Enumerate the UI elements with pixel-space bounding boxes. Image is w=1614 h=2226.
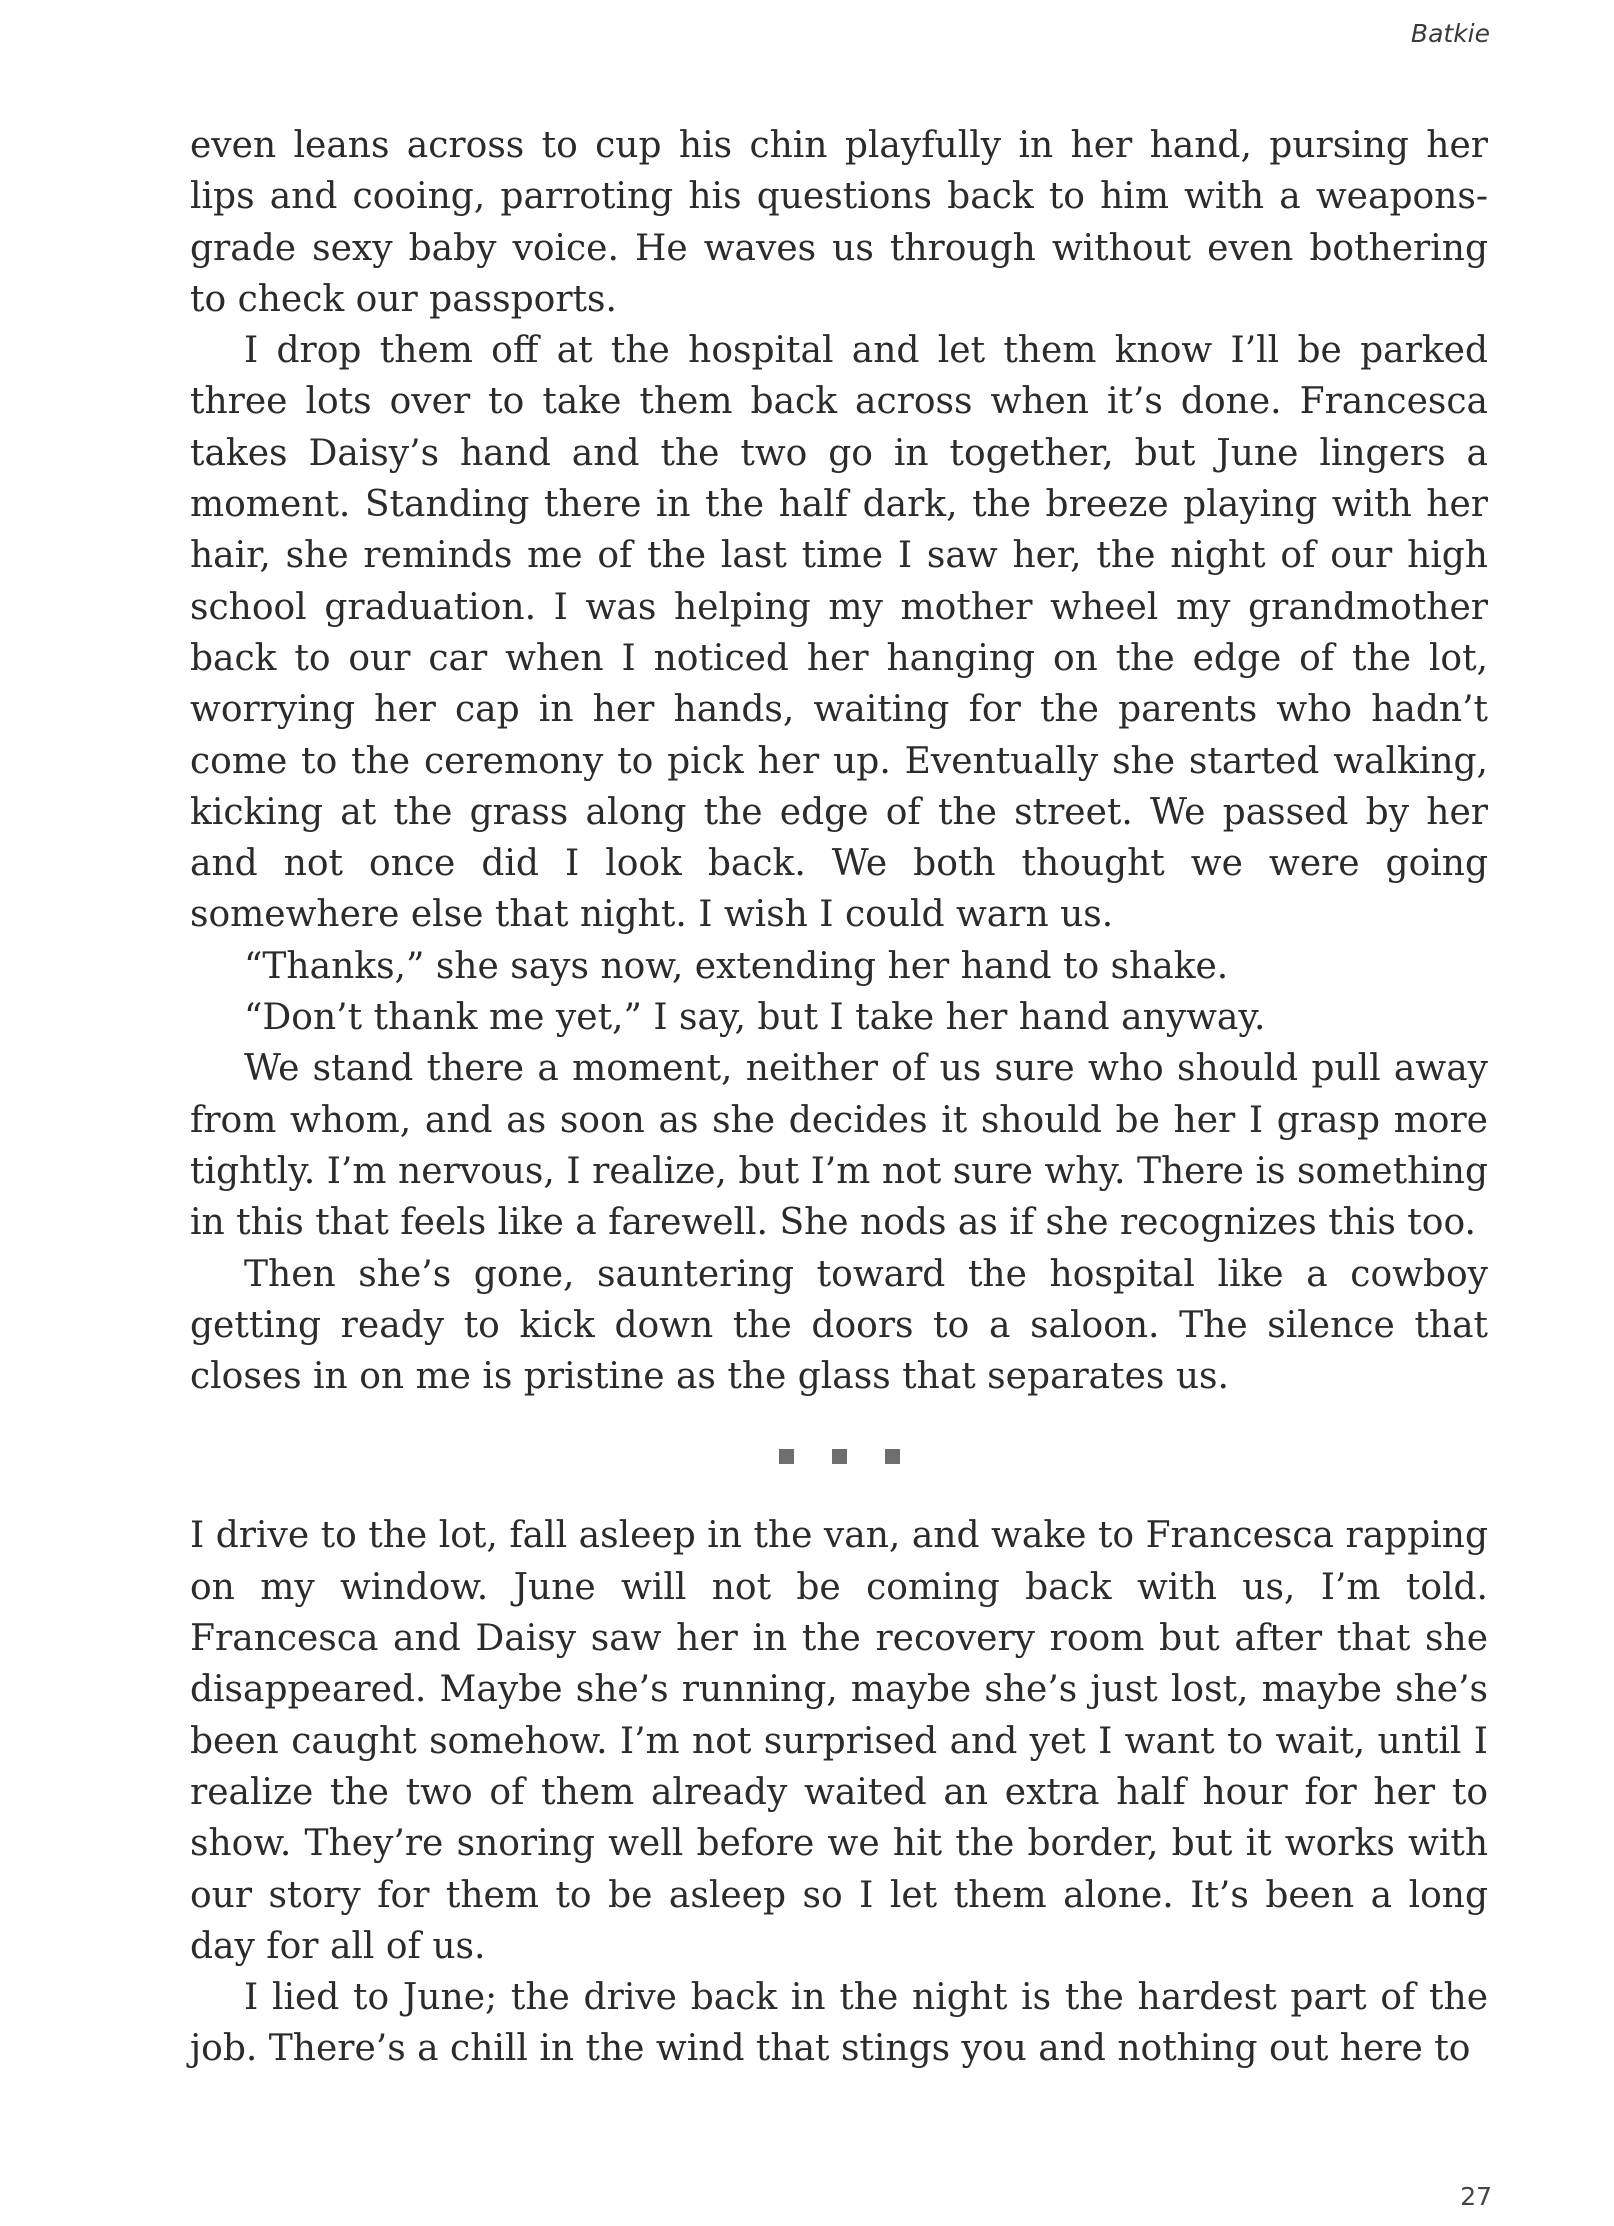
running-head: Batkie [1410,19,1490,48]
paragraph: I lied to June; the drive back in the night is the hardest part of the job. There’s a chill in the wind that stings you and nothing out here to [190,1977,1488,2070]
paragraph: even leans across to cup his chin playfully in her hand, pursing her lips and cooing, parroting his questions back to him with a weapons-grade sexy baby voice. He waves us through without even bothering to check our passports. [190,125,1488,320]
section-break-mark [832,1449,847,1464]
section-break [190,1402,1488,1510]
paragraph: “Don’t thank me yet,” I say, but I take her hand anyway. [244,997,1266,1039]
section-break-mark [885,1449,900,1464]
section-break-mark [779,1449,794,1464]
paragraph: I drive to the lot, fall asleep in the van, and wake to Francesca rapping on my window. June will not be coming back with us, I’m told. Francesca and Daisy saw her in the recovery room but after that she disappeared. Maybe she’s running, maybe she’s just lost, maybe she’s been caught somehow. I’m not surprised and yet I want to wait, until I realize the two of them already waited an extra half hour for her to show. They’re snoring well before we hit the border, but it works with our story for them to be asleep so I let them alone. It’s been a long day for all of us. [190,1515,1488,1967]
paragraph: “Thanks,” she says now, extending her hand to shake. [244,945,1229,987]
body-text [190,120,1488,2075]
page-number: 27 [1460,2182,1492,2211]
paragraph: I drop them off at the hospital and let them know I’ll be parked three lots over to take them back across when it’s done. Francesca takes Daisy’s hand and the two go in together, but June lingers a moment. Standing there in the half dark, the breeze playing with her hair, she reminds me of the last time I saw her, the night of our high school graduation. I was helping my mother wheel my grandmother back to our car when I noticed her hanging on the edge of the lot, worrying her cap in her hands, waiting for the parents who hadn’t come to the ceremony to pick her up. Eventually she started walking, kicking at the grass along the edge of the street. We passed by her and not once did I look back. We both thought we were going somewhere else that night. I wish I could warn us. [190,330,1488,936]
paragraph: We stand there a moment, neither of us sure who should pull away from whom, and as soon as she decides it should be her I grasp more tightly. I’m nervous, I realize, but I’m not sure why. There is something in this that feels like a farewell. She nods as if she recognizes this too. [190,1048,1488,1244]
paragraph: Then she’s gone, sauntering toward the hospital like a cowboy getting ready to kick down the doors to a saloon. The silence that closes in on me is pristine as the glass that separates us. [190,1253,1488,1398]
